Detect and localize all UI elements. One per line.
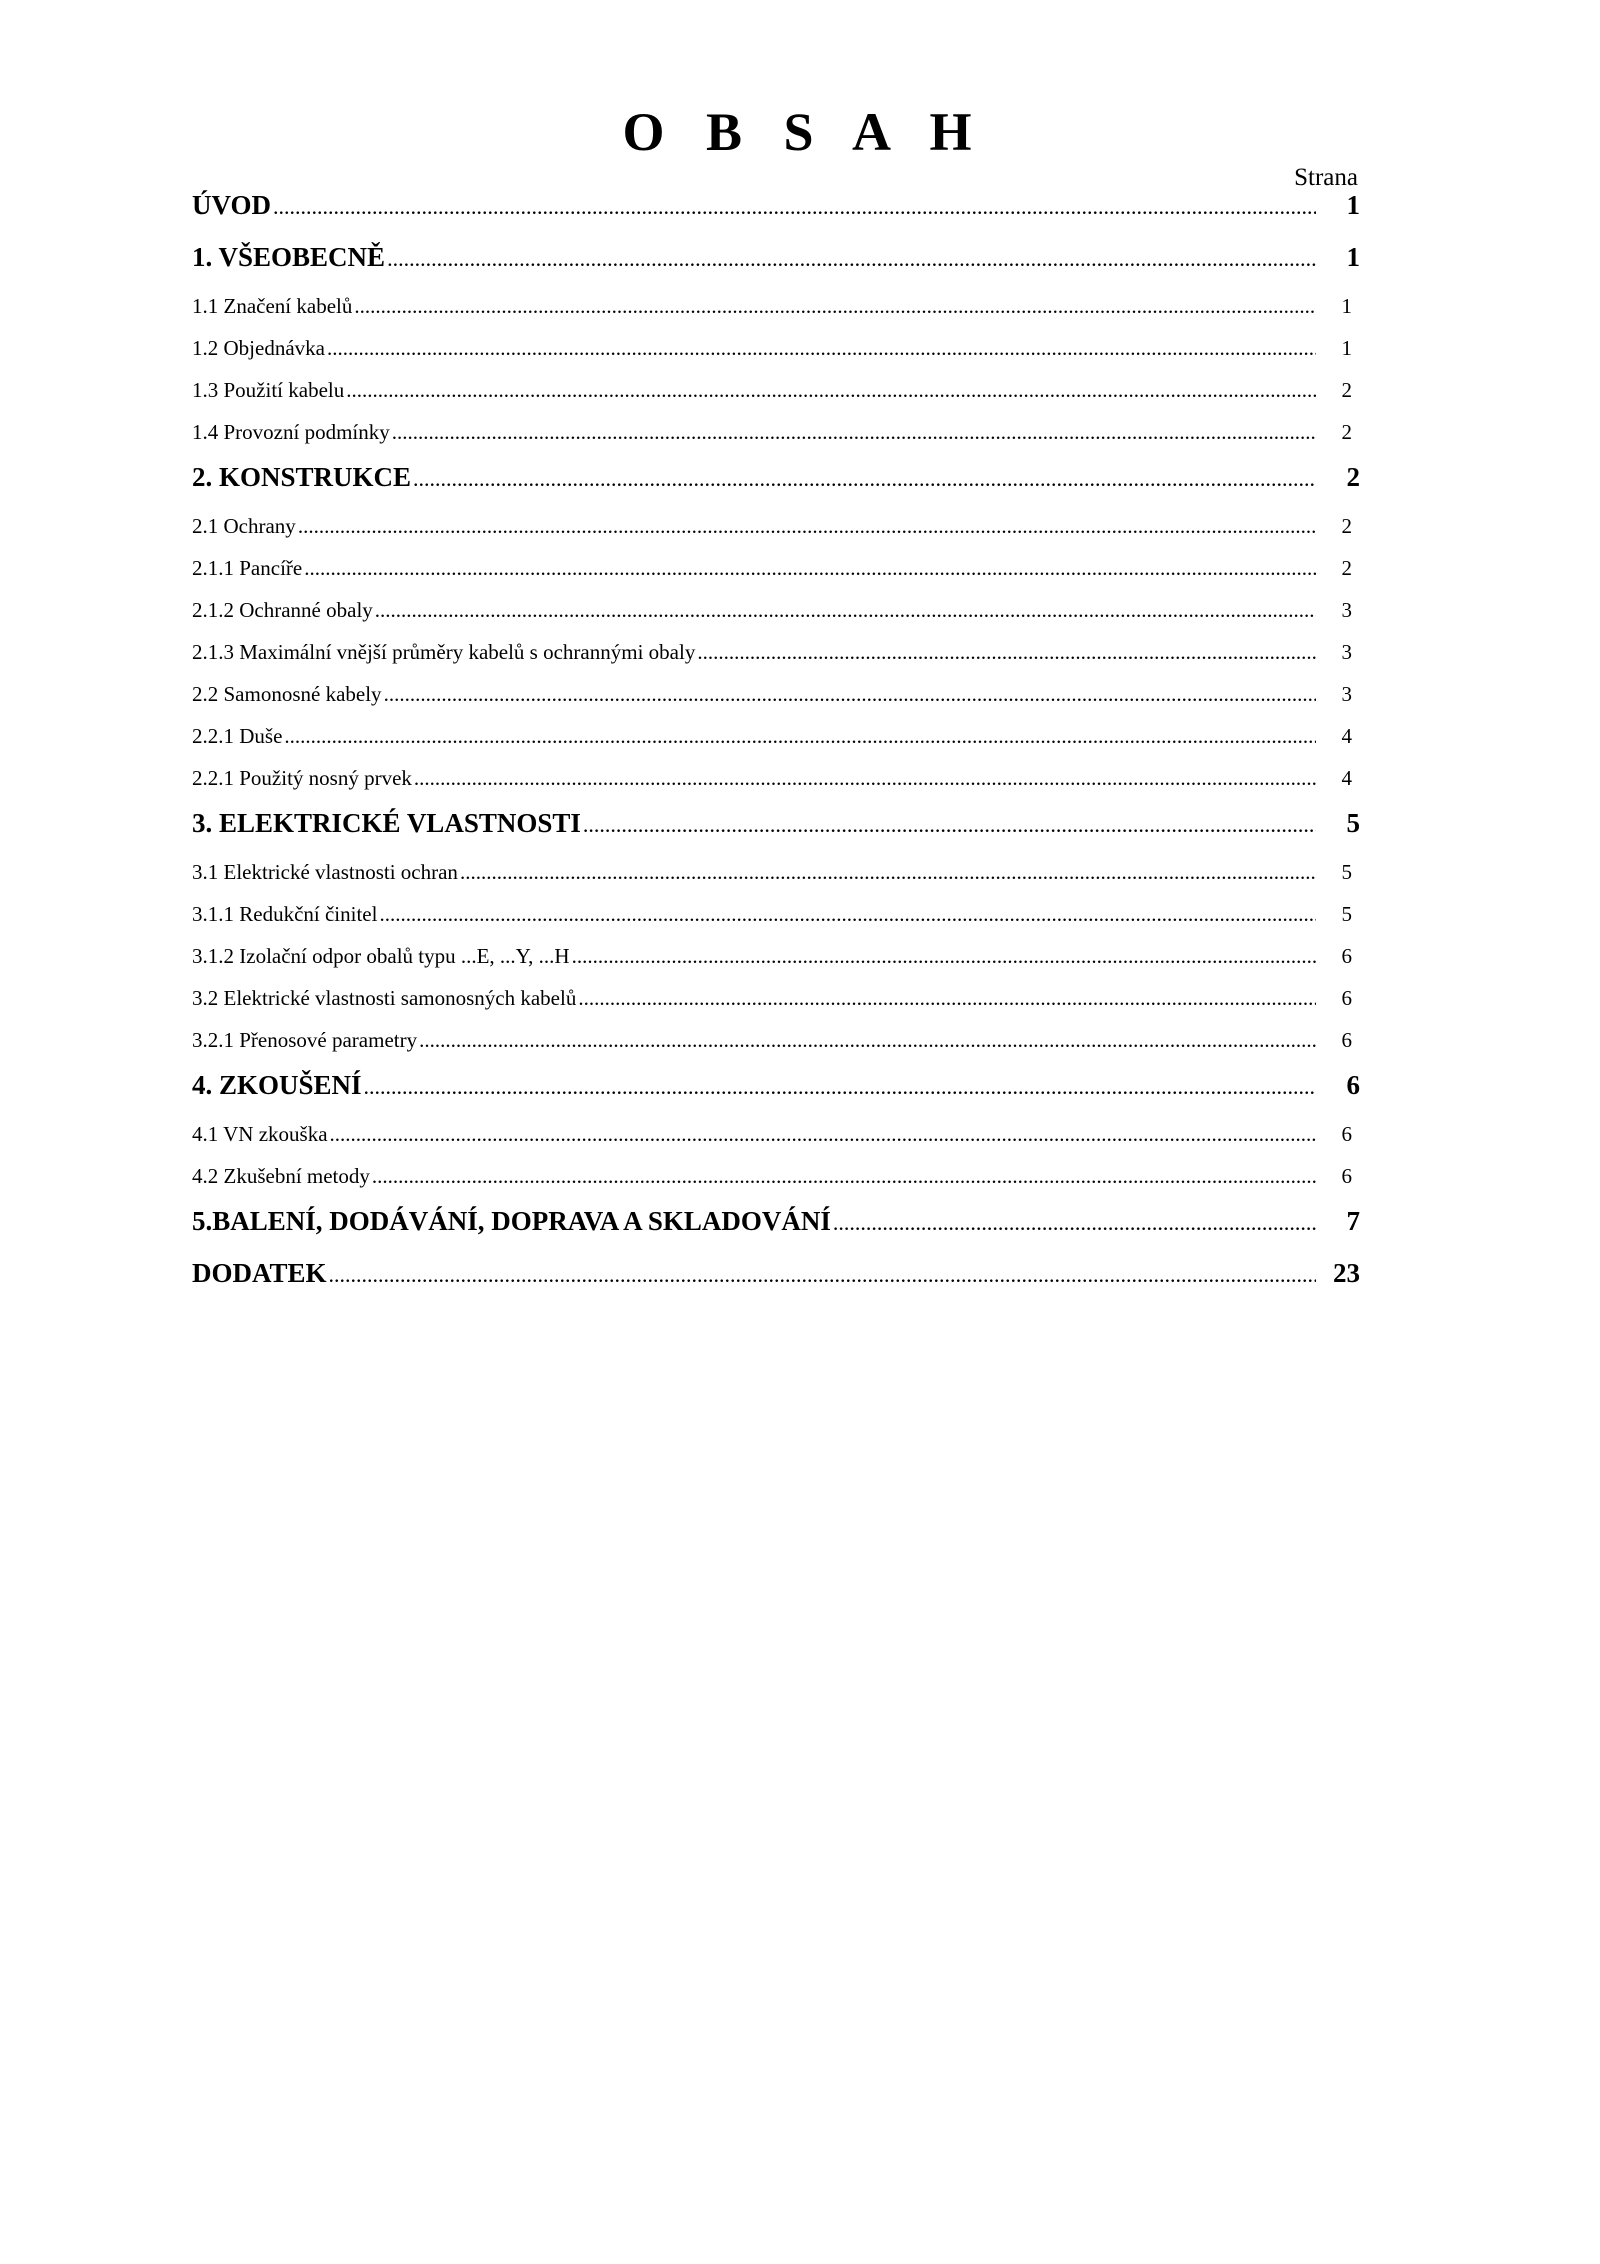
toc-entry-label: 3.1 Elektrické vlastnosti ochran: [192, 860, 458, 884]
toc-entry: [192, 336, 1360, 378]
toc-leader-dots: [354, 294, 1316, 319]
toc-entry-page: 2: [1341, 514, 1352, 538]
page-title: O B S A H: [622, 102, 986, 162]
toc-entry-label: 1. VŠEOBECNĚ: [192, 242, 386, 272]
toc-leader-dots: [329, 1262, 1316, 1288]
toc-entry-label: 2.2 Samonosné kabely: [192, 682, 382, 706]
toc-entry-label: 4. ZKOUŠENÍ: [192, 1070, 362, 1100]
toc-entry-page: 1: [1341, 336, 1352, 360]
toc-entry-page: 6: [1341, 1164, 1352, 1188]
toc-entry-label: 2.2.1 Použitý nosný prvek: [192, 766, 412, 790]
toc-entry-page: 6: [1346, 1070, 1360, 1100]
toc-entry-page: 6: [1341, 986, 1352, 1010]
toc-entry-page: 1: [1346, 242, 1360, 272]
toc-entry-label: 3.2 Elektrické vlastnosti samonosných kabelů: [192, 986, 577, 1010]
toc-entry-page: 5: [1341, 860, 1352, 884]
toc-leader-dots: [583, 812, 1316, 838]
toc-entry-label: 1.2 Objednávka: [192, 336, 325, 360]
toc-entry: [192, 640, 1360, 682]
toc-entry-page: 2: [1341, 378, 1352, 402]
toc-leader-dots: [327, 336, 1316, 361]
toc-entry-label: 4.2 Zkušební metody: [192, 1164, 370, 1188]
toc-leader-dots: [413, 466, 1316, 492]
toc-entry-label: ÚVOD: [192, 190, 271, 220]
toc-entry: [192, 294, 1360, 336]
toc-entry-label: 1.1 Značení kabelů: [192, 294, 353, 318]
toc-entry-page: 1: [1341, 294, 1352, 318]
toc-entry-page: 5: [1346, 808, 1360, 838]
toc-entry-label: 2. KONSTRUKCE: [192, 462, 412, 492]
toc-entry-label: 3.1.2 Izolační odpor obalů typu ...E, ...Y, ...H: [192, 944, 570, 968]
toc-entry: [192, 1070, 1360, 1122]
toc-entry-label: 3.1.1 Redukční činitel: [192, 902, 378, 926]
toc-entry-label: 5.BALENÍ, DODÁVÁNÍ, DOPRAVA A SKLADOVÁNÍ: [192, 1206, 831, 1236]
toc-leader-dots: [273, 194, 1316, 220]
toc-entry-page: 23: [1333, 1258, 1360, 1288]
toc-entry-page: 3: [1341, 640, 1352, 664]
toc-entry: [192, 1164, 1360, 1206]
toc-leader-dots: [298, 514, 1316, 539]
toc-entry: [192, 766, 1360, 808]
toc-entry-label: 2.2.1 Duše: [192, 724, 283, 748]
toc-entry: [192, 378, 1360, 420]
toc-entry-page: 4: [1341, 724, 1352, 748]
toc-entry: [192, 1258, 1360, 1310]
toc-leader-dots: [460, 860, 1316, 885]
toc-entry-page: 5: [1341, 902, 1352, 926]
toc-entry-page: 6: [1341, 944, 1352, 968]
toc-entry-label: 1.4 Provozní podmínky: [192, 420, 390, 444]
page-column-label: Strana: [1294, 164, 1358, 191]
toc-entry: [192, 986, 1360, 1028]
toc-leader-dots: [284, 724, 1316, 749]
toc-entry-page: 2: [1341, 556, 1352, 580]
toc-entry: [192, 242, 1360, 294]
toc-entry: [192, 860, 1360, 902]
toc-entry: [192, 420, 1360, 462]
toc-entry-page: 3: [1341, 682, 1352, 706]
toc-entry: [192, 190, 1360, 242]
table-of-contents: [192, 190, 1360, 1310]
toc-leader-dots: [387, 246, 1316, 272]
toc-entry-label: 3.2.1 Přenosové parametry: [192, 1028, 418, 1052]
toc-entry-label: 3. ELEKTRICKÉ VLASTNOSTI: [192, 808, 581, 838]
toc-entry: [192, 556, 1360, 598]
toc-leader-dots: [375, 598, 1316, 623]
toc-leader-dots: [414, 766, 1316, 791]
toc-entry: [192, 1122, 1360, 1164]
toc-leader-dots: [372, 1164, 1316, 1189]
toc-leader-dots: [364, 1074, 1316, 1100]
toc-entry: [192, 808, 1360, 860]
toc-entry: [192, 1206, 1360, 1258]
toc-leader-dots: [304, 556, 1316, 581]
toc-entry-label: 2.1.3 Maximální vnější průměry kabelů s ochrannými obaly: [192, 640, 696, 664]
toc-leader-dots: [578, 986, 1316, 1011]
toc-leader-dots: [419, 1028, 1316, 1053]
toc-entry-label: 2.1.1 Pancíře: [192, 556, 303, 580]
toc-entry-label: 4.1 VN zkouška: [192, 1122, 328, 1146]
toc-entry: [192, 902, 1360, 944]
toc-entry-page: 6: [1341, 1028, 1352, 1052]
toc-leader-dots: [833, 1210, 1316, 1236]
toc-entry-page: 1: [1346, 190, 1360, 220]
toc-leader-dots: [384, 682, 1316, 707]
toc-entry: [192, 682, 1360, 724]
toc-leader-dots: [330, 1122, 1316, 1147]
toc-entry: [192, 462, 1360, 514]
toc-leader-dots: [346, 378, 1316, 403]
toc-entry-label: DODATEK: [192, 1258, 327, 1288]
toc-entry-page: 2: [1346, 462, 1360, 492]
toc-leader-dots: [379, 902, 1316, 927]
toc-entry: [192, 724, 1360, 766]
toc-entry: [192, 598, 1360, 640]
toc-entry-label: 2.1.2 Ochranné obaly: [192, 598, 373, 622]
toc-entry-page: 4: [1341, 766, 1352, 790]
toc-entry-label: 1.3 Použití kabelu: [192, 378, 345, 402]
toc-entry-label: 2.1 Ochrany: [192, 514, 296, 538]
toc-entry: [192, 514, 1360, 556]
toc-entry-page: 7: [1346, 1206, 1360, 1236]
toc-leader-dots: [392, 420, 1316, 445]
toc-entry-page: 3: [1341, 598, 1352, 622]
toc-leader-dots: [697, 640, 1316, 665]
toc-entry: [192, 1028, 1360, 1070]
toc-entry: [192, 944, 1360, 986]
toc-entry-page: 2: [1341, 420, 1352, 444]
toc-entry-page: 6: [1341, 1122, 1352, 1146]
toc-leader-dots: [572, 944, 1316, 969]
